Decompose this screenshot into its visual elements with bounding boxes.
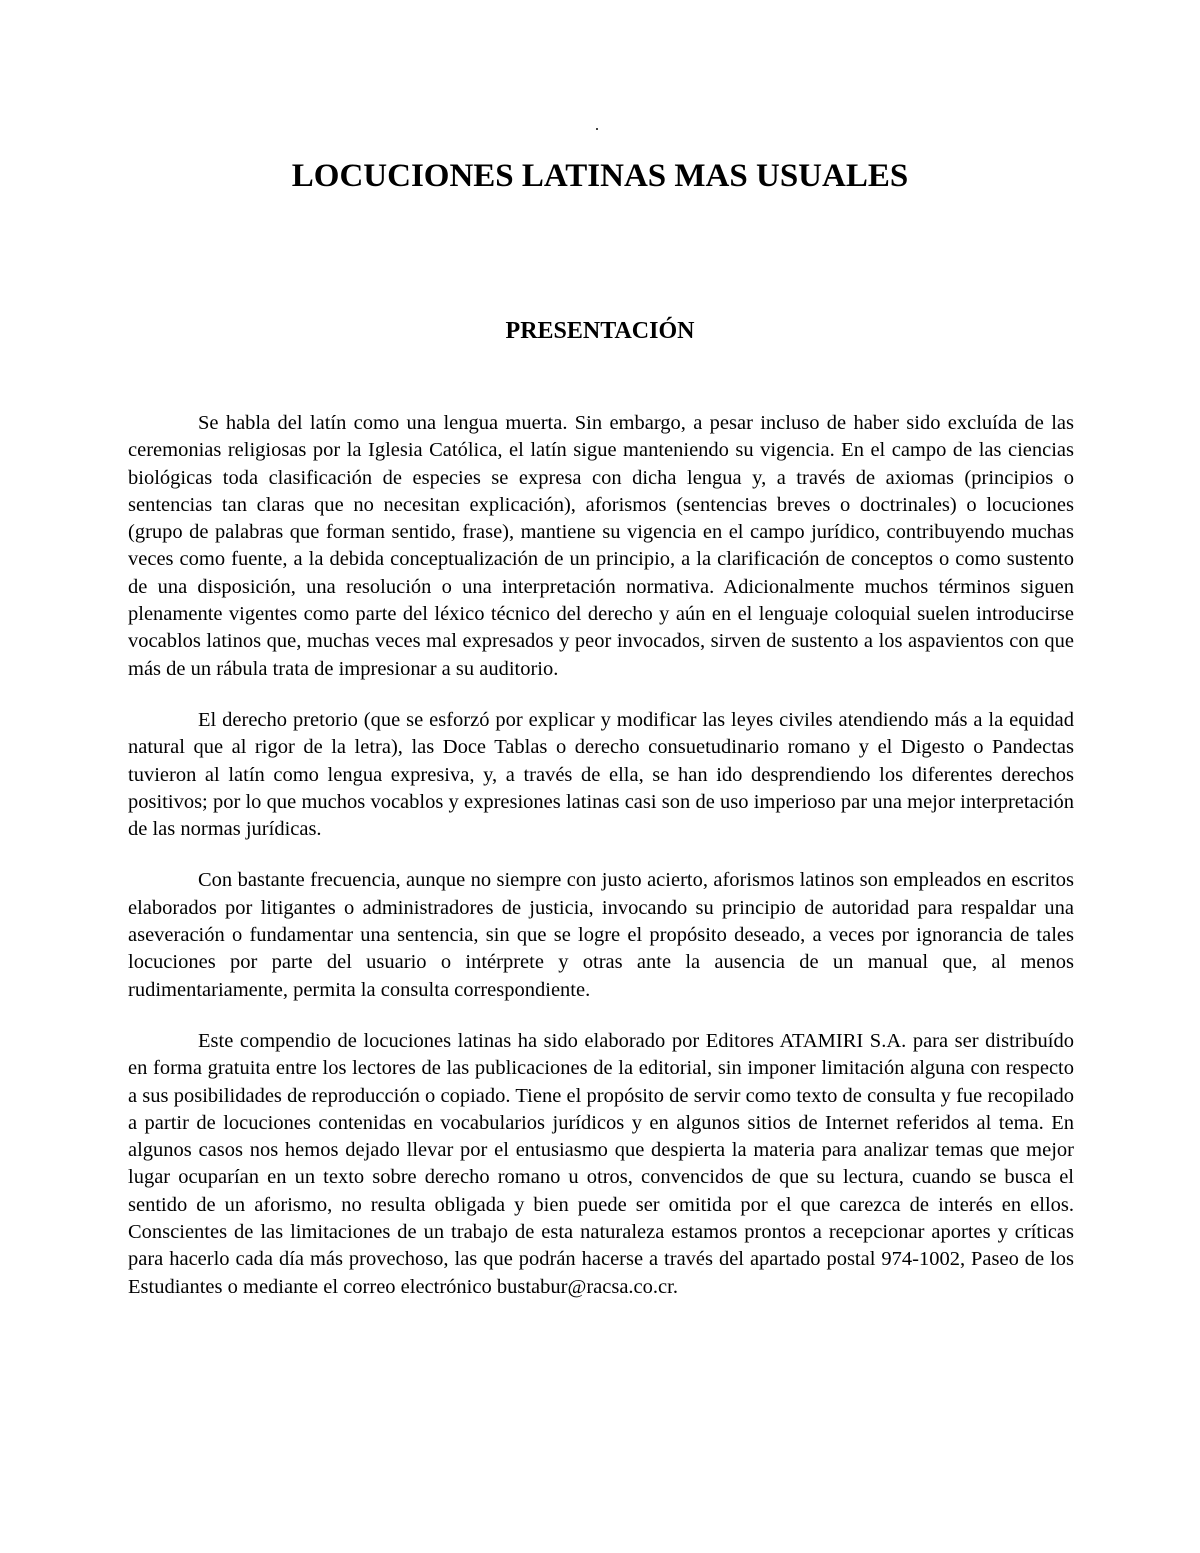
paragraph-1: Se habla del latín como una lengua muerta. Sin embargo, a pesar incluso de haber sido excluída de las ceremonias religiosas por la Iglesia Católica, el latín sigue manteniendo su vigencia. En el campo de las ciencias biológicas toda clasificación de especies se expresa con dicha lengua y, a través de axiomas (principios o sentencias tan claras que no necesitan explicación), aforismos (sentencias breves o doctrinales) o locuciones (grupo de palabras que forman sentido, frase), mantiene su vigencia en el campo jurídico, contribuyendo muchas veces como fuente, a la debida conceptualización de un principio, a la clarificación de conceptos o como sustento de una disposición, una resolución o una interpretación normativa. Adicionalmente muchos términos siguen plenamente vigentes como parte del léxico técnico del derecho y aún en el lenguaje coloquial suelen introducirse vocablos latinos que, muchas veces mal expresados y peor invocados, sirven de sustento a los aspavientos con que más de un rábula trata de impresionar a su auditorio.: [128, 412, 1074, 680]
paragraph-2: El derecho pretorio (que se esforzó por explicar y modificar las leyes civiles atendiendo más a la equidad natural que al rigor de la letra), las Doce Tablas o derecho consuetudinario romano y el Digesto o Pandectas tuvieron al latín como lengua expresiva, y, a través de ella, se han ido desprendiendo los diferentes derechos positivos; por lo que muchos vocablos y expresiones latinas casi son de uso imperioso par una mejor interpretación de las normas jurídicas.: [128, 708, 1074, 841]
section-heading-presentacion: PRESENTACIÓN: [505, 318, 695, 344]
page-dot-mark: [596, 128, 598, 130]
document-title: LOCUCIONES LATINAS MAS USUALES: [291, 158, 909, 194]
paragraph-3: Con bastante frecuencia, aunque no siempre con justo acierto, aforismos latinos son empleados en escritos elaborados por litigantes o administradores de justicia, invocando su principio de autoridad para respaldar una aseveración o fundamentar una sentencia, sin que se logre el propósito deseado, a veces por ignorancia de tales locuciones por parte del usuario o intérprete y otras ante la ausencia de un manual que, al menos rudimentariamente, permita la consulta correspondiente.: [128, 869, 1074, 1001]
body-text: [128, 410, 1074, 1325]
paragraph-4: Este compendio de locuciones latinas ha sido elaborado por Editores ATAMIRI S.A. para ser distribuído en forma gratuita entre los lectores de las publicaciones de la editorial, sin imponer limitación alguna con respecto a sus posibilidades de reproducción o copiado. Tiene el propósito de servir como texto de consulta y fue recopilado a partir de locuciones contenidas en vocabularios jurídicos y en algunos sitios de Internet referidos al tema. En algunos casos nos hemos dejado llevar por el entusiasmo que despierta la materia para analizar temas que mejor lugar ocuparían en un texto sobre derecho romano u otros, convencidos de que su lectura, cuando se busca el sentido de un aforismo, no resulta obligada y bien puede ser omitida por el que carezca de interés en ellos. Conscientes de las limitaciones de un trabajo de esta naturaleza estamos prontos a recepcionar aportes y críticas para hacerlo cada día más provechoso, las que podrán hacerse a través del apartado postal 974-1002, Paseo de los Estudiantes o mediante el correo electrónico bustabur@racsa.co.cr.: [128, 1029, 1074, 1298]
